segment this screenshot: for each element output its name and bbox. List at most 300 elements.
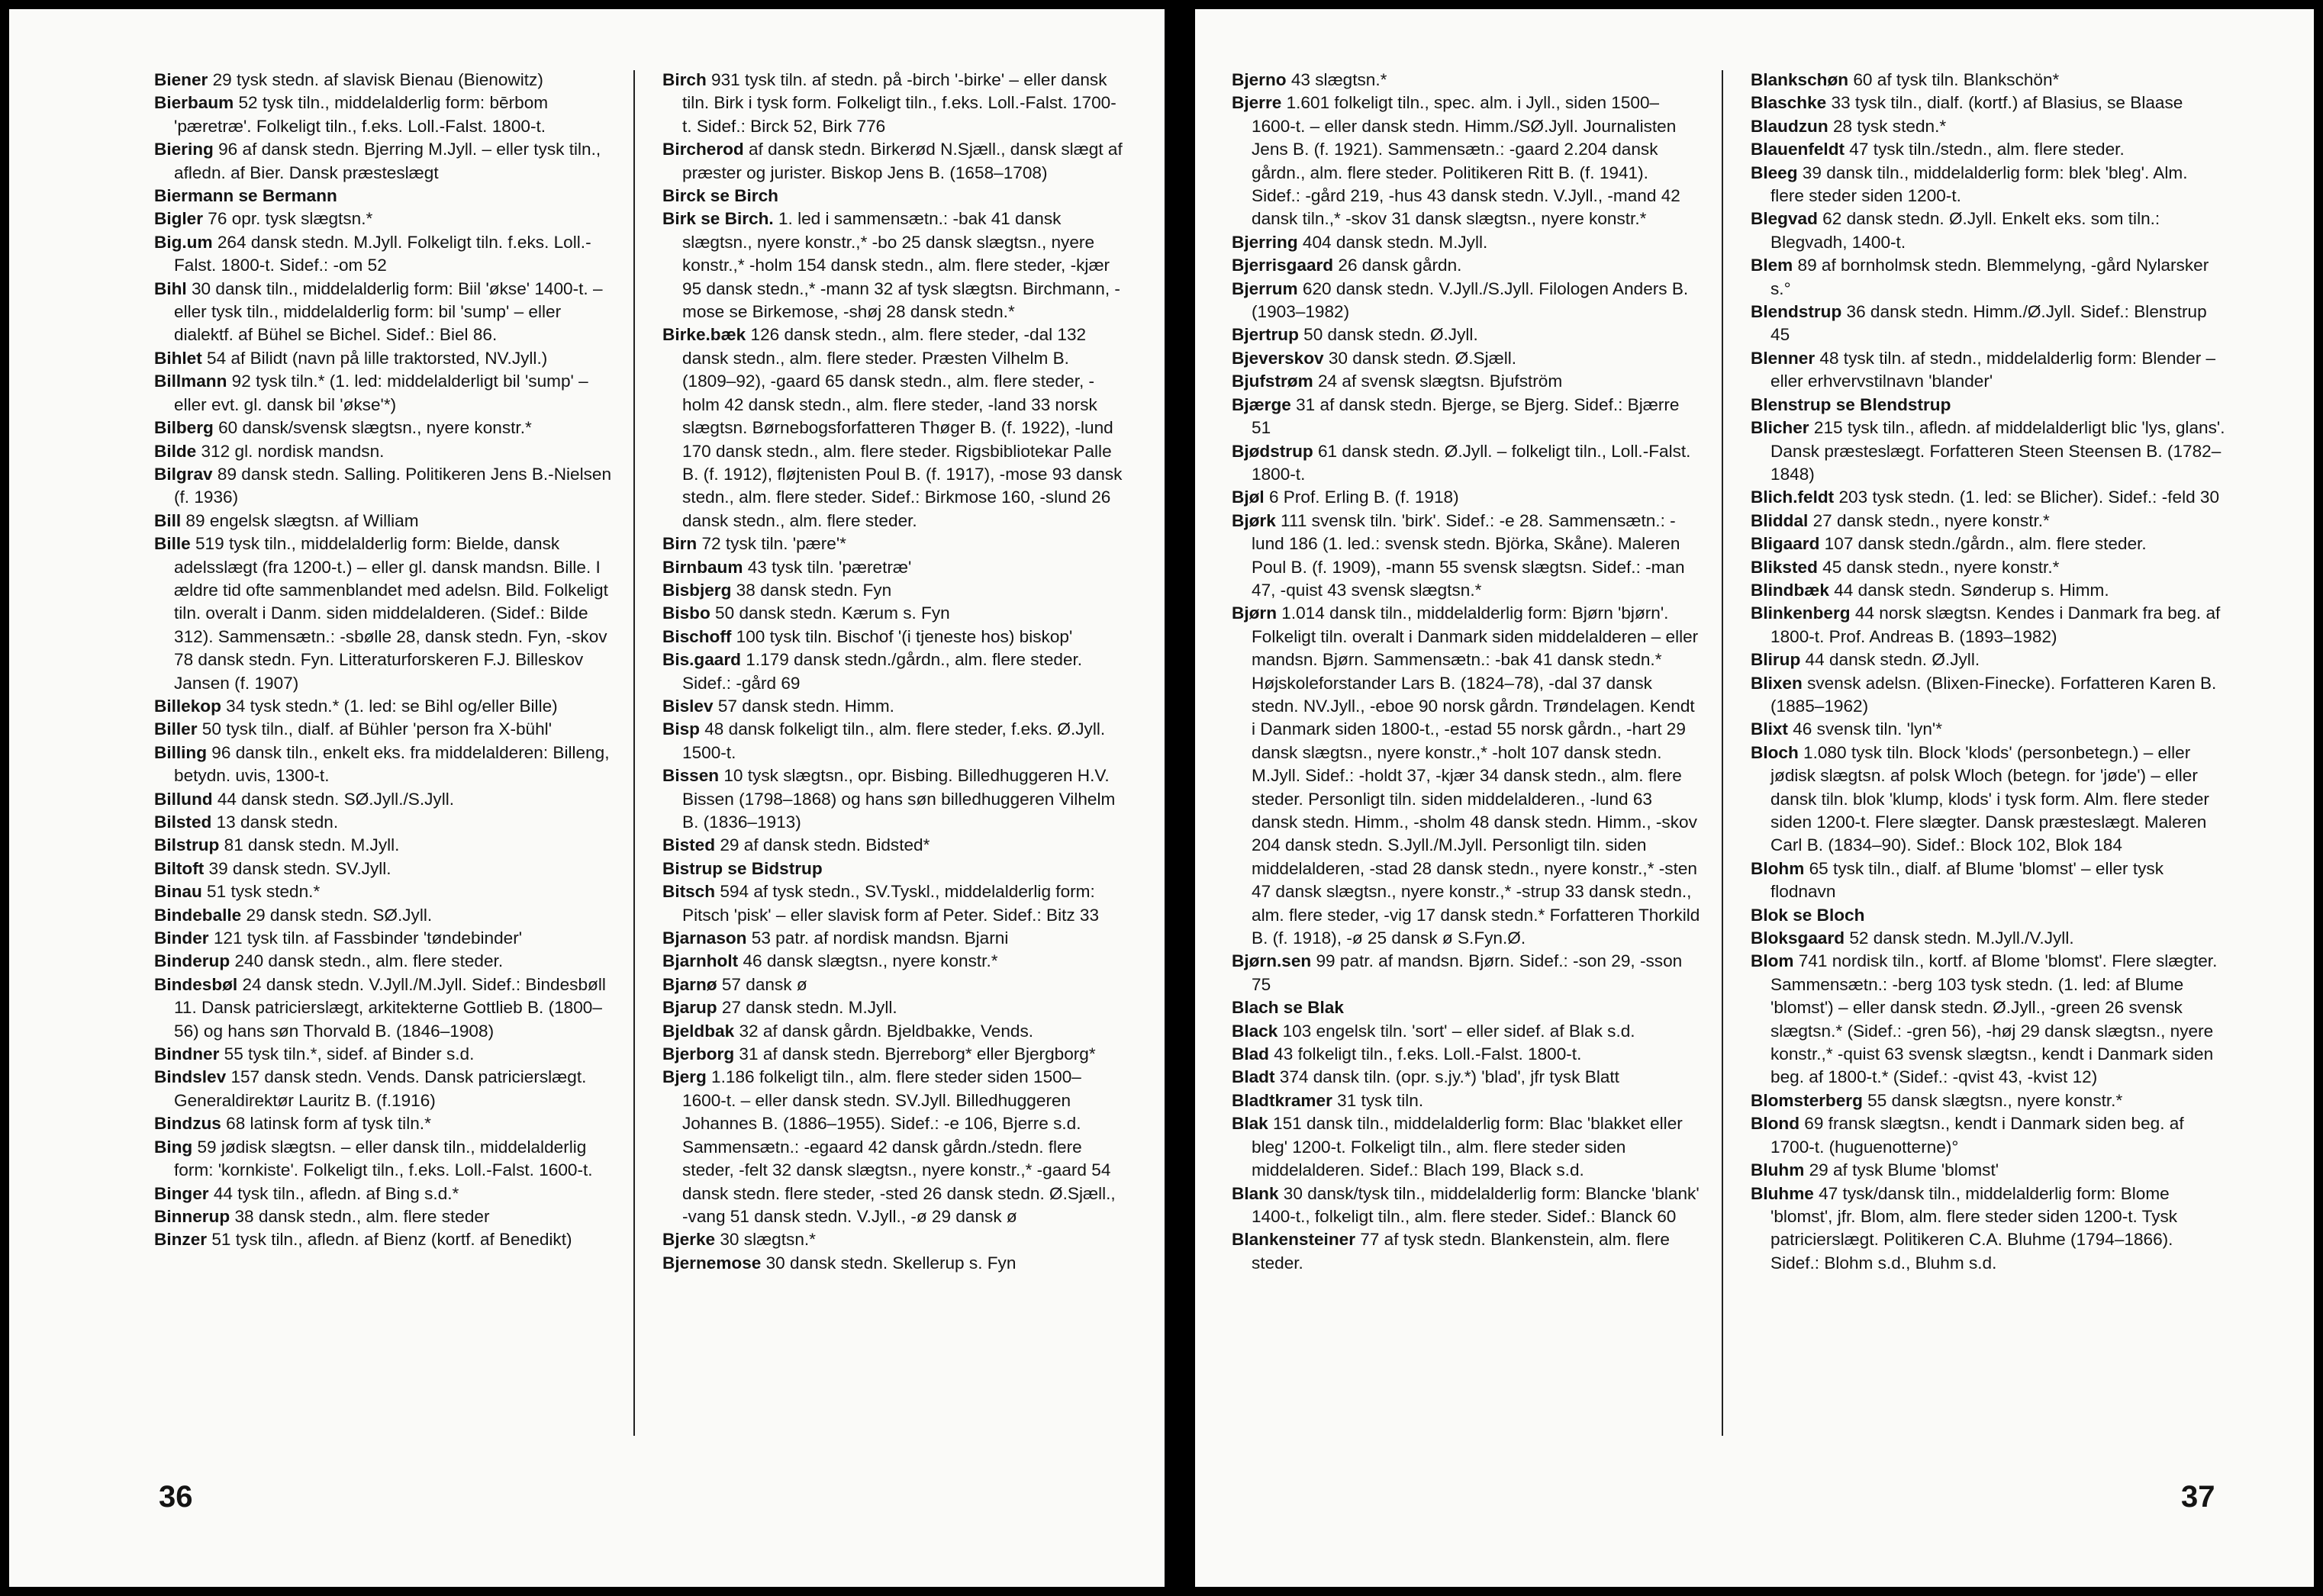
dictionary-entry — [1751, 950, 2225, 1089]
dictionary-entry — [154, 718, 617, 741]
dictionary-entry — [1751, 742, 2225, 858]
entry-headword: Blak — [1232, 1114, 1268, 1134]
dictionary-entry — [1232, 394, 1700, 440]
entry-headword: Blendstrup — [1751, 302, 1842, 322]
dictionary-entry — [1751, 1159, 2225, 1182]
entry-text: 55 tysk tiln.*, sidef. af Binder s.d. — [219, 1044, 475, 1064]
dictionary-entry — [1232, 370, 1700, 393]
right-column-2 — [1751, 69, 2225, 1275]
entry-text: 44 tysk tiln., afledn. af Bing s.d.* — [208, 1183, 459, 1203]
entry-text: 6 Prof. Erling B. (f. 1918) — [1264, 487, 1459, 507]
entry-text: 31 af dansk stedn. Bjerreborg* eller Bjergborg* — [734, 1044, 1096, 1064]
entry-headword: Binderup — [154, 951, 230, 971]
dictionary-entry — [154, 973, 617, 1043]
entry-headword: Bill — [154, 510, 182, 530]
entry-text: 57 dansk ø — [717, 974, 807, 994]
entry-headword: Billekop — [154, 696, 221, 716]
dictionary-entry — [662, 602, 1123, 625]
dictionary-entry — [154, 1066, 617, 1112]
dictionary-entry — [154, 1136, 617, 1183]
entry-text: 374 dansk tiln. (opr. s.jy.*) 'blad', jfr tysk Blatt — [1274, 1067, 1619, 1087]
entry-text: 30 slægtsn.* — [715, 1230, 816, 1250]
dictionary-entry — [662, 533, 1123, 555]
entry-headword: Bisbo — [662, 603, 710, 623]
entry-headword: Bing — [154, 1137, 193, 1157]
entry-text: 240 dansk stedn., alm. flere steder. — [230, 951, 504, 971]
entry-text: 89 engelsk slægtsn. af William — [181, 510, 419, 530]
entry-headword: Blich.feldt — [1751, 487, 1835, 507]
entry-text: 61 dansk stedn. Ø.Jyll. – folkeligt tiln., Loll.-Falst. 1800-t. — [1252, 441, 1691, 484]
dictionary-entry — [1751, 417, 2225, 486]
entry-text: 47 tysk tiln./stedn., alm. flere steder. — [1845, 140, 2125, 159]
dictionary-entry — [1751, 394, 2225, 417]
dictionary-entry — [662, 1066, 1123, 1228]
dictionary-entry — [662, 973, 1123, 996]
entry-headword: Bjarnason — [662, 928, 747, 948]
entry-headword: Bladt — [1232, 1067, 1275, 1087]
entry-text: 48 tysk tiln. af stedn., middelalderlig form: Blender – eller erhvervstilnavn 'blander' — [1770, 348, 2216, 391]
entry-headword: Blok se Bloch — [1751, 905, 1865, 925]
entry-text: 60 af tysk tiln. Blankschön* — [1848, 70, 2060, 89]
entry-headword: Biller — [154, 719, 198, 739]
dictionary-entry — [662, 718, 1123, 764]
entry-headword: Bjerno — [1232, 70, 1287, 89]
dictionary-entry — [662, 69, 1123, 138]
entry-text: 53 patr. af nordisk mandsn. Bjarni — [746, 928, 1009, 948]
entry-headword: Bligaard — [1751, 534, 1820, 554]
dictionary-entry — [1232, 1066, 1700, 1089]
dictionary-entry — [662, 323, 1123, 533]
entry-headword: Binder — [154, 928, 209, 948]
dictionary-entry — [154, 834, 617, 857]
entry-headword: Birnbaum — [662, 557, 743, 577]
dictionary-entry — [1751, 138, 2225, 161]
entry-text: 33 tysk tiln., dialf. (kortf.) af Blasius, se Blaase — [1826, 93, 2183, 113]
entry-text: 44 norsk slægtsn. Kendes i Danmark fra beg. af 1800-t. Prof. Andreas B. (1893–1982) — [1770, 603, 2221, 646]
entry-text: af dansk stedn. Birkerød N.Sjæll., dansk slægt af præster og jurister. Biskop Jens B. (1658–1708) — [682, 140, 1123, 182]
dictionary-entry — [1232, 510, 1700, 603]
entry-text: 29 af tysk Blume 'blomst' — [1804, 1160, 1999, 1180]
entry-text: 50 dansk stedn. Ø.Jyll. — [1298, 325, 1478, 345]
entry-text: 46 svensk tiln. 'lyn'* — [1787, 719, 1942, 739]
right-page — [1195, 9, 2314, 1587]
dictionary-entry — [662, 648, 1123, 695]
dictionary-entry — [1751, 1112, 2225, 1159]
entry-headword: Bjøl — [1232, 487, 1265, 507]
entry-text: 30 dansk stedn. Skellerup s. Fyn — [761, 1253, 1017, 1273]
dictionary-entry — [1751, 556, 2225, 579]
page-number: 37 — [2181, 1480, 2215, 1514]
entry-text: 51 tysk tiln., afledn. af Bienz (kortf. af Benedikt) — [207, 1230, 572, 1250]
entry-text: 36 dansk stedn. Himm./Ø.Jyll. Sidef.: Blenstrup 45 — [1770, 302, 2207, 345]
dictionary-entry — [1751, 208, 2225, 254]
entry-headword: Blirup — [1751, 650, 1801, 670]
entry-text: svensk adelsn. (Blixen-Finecke). Forfatteren Karen B. (1885–1962) — [1770, 673, 2217, 716]
dictionary-entry — [1751, 718, 2225, 741]
entry-headword: Blegvad — [1751, 209, 1818, 229]
dictionary-entry — [1232, 1228, 1700, 1275]
dictionary-entry — [1751, 301, 2225, 347]
entry-headword: Biermann se Bermann — [154, 186, 337, 206]
dictionary-entry — [1751, 510, 2225, 533]
entry-text: 65 tysk tiln., dialf. af Blume 'blomst' – eller tysk flodnavn — [1770, 858, 2164, 902]
page-number: 36 — [159, 1480, 193, 1514]
entry-text: 43 slægtsn.* — [1286, 70, 1387, 89]
entry-text: 57 dansk stedn. Himm. — [713, 696, 894, 716]
dictionary-entry — [154, 440, 617, 463]
dictionary-entry — [154, 1228, 617, 1251]
dictionary-entry — [1751, 927, 2225, 950]
entry-text: 50 dansk stedn. Kærum s. Fyn — [710, 603, 950, 623]
dictionary-entry — [1751, 1183, 2225, 1276]
dictionary-entry — [1232, 92, 1700, 230]
dictionary-entry — [1751, 254, 2225, 301]
entry-headword: Bindslev — [154, 1067, 227, 1087]
entry-text: 89 dansk stedn. Salling. Politikeren Jens B.-Nielsen (f. 1936) — [174, 464, 612, 507]
entry-headword: Blomsterberg — [1751, 1090, 1863, 1110]
dictionary-entry — [154, 208, 617, 230]
column-rule — [633, 70, 635, 1436]
entry-text: 31 af dansk stedn. Bjerge, se Bjerg. Sidef.: Bjærre 51 — [1252, 394, 1680, 438]
entry-headword: Bjarnholt — [662, 951, 739, 971]
entry-text: 1. led i sammensætn.: -bak 41 dansk slægtsn., nyere konstr.,* -bo 25 dansk slægtsn., nyere konstr.,* -holm 154 dansk stedn., alm. flere steder, -kjær 95 dansk stedn.,* -mann 32 af tysk slægtsn. Birchmann, -mose se Birkemose, -shøj 28 dansk stedn.* — [682, 209, 1120, 322]
entry-text: 30 dansk tiln., middelalderlig form: Biil 'økse' 1400-t. – eller tysk tiln., middelalderlig form: bil 'sump' – eller dialektf. af Bühel se Bichel. Sidef.: Biel 86. — [174, 278, 603, 345]
entry-headword: Bille — [154, 534, 191, 554]
entry-text: 45 dansk stedn., nyere konstr.* — [1817, 557, 2060, 577]
entry-text: 62 dansk stedn. Ø.Jyll. Enkelt eks. som tiln.: Blegvadh, 1400-t. — [1770, 209, 2160, 252]
dictionary-entry — [1232, 1043, 1700, 1066]
entry-text: 215 tysk tiln., afledn. af middelalderligt blic 'lys, glans'. Dansk præsteslægt. Forfatteren Steen Steensen B. (1782–1848) — [1770, 418, 2225, 484]
dictionary-entry — [154, 1112, 617, 1135]
entry-headword: Blond — [1751, 1114, 1799, 1134]
dictionary-entry — [662, 1020, 1123, 1043]
entry-headword: Blom — [1751, 951, 1794, 971]
entry-headword: Bircherod — [662, 140, 744, 159]
dictionary-entry — [154, 69, 617, 92]
entry-headword: Bjertrup — [1232, 325, 1299, 345]
entry-text: 44 dansk stedn. Ø.Jyll. — [1800, 650, 1980, 670]
entry-headword: Bilde — [154, 441, 197, 461]
entry-headword: Bisbjerg — [662, 580, 732, 600]
entry-text: 620 dansk stedn. V.Jyll./S.Jyll. Filologen Anders B. (1903–1982) — [1252, 278, 1689, 322]
dictionary-entry — [1751, 858, 2225, 904]
dictionary-entry — [1232, 278, 1700, 324]
dictionary-entry — [662, 626, 1123, 648]
dictionary-entry — [154, 533, 617, 695]
dictionary-entry — [662, 834, 1123, 857]
entry-headword: Blaudzun — [1751, 116, 1828, 136]
dictionary-entry — [1232, 602, 1700, 950]
dictionary-entry — [1751, 69, 2225, 92]
entry-headword: Blach se Blak — [1232, 998, 1344, 1018]
entry-text: 81 dansk stedn. M.Jyll. — [219, 835, 400, 855]
entry-text: 13 dansk stedn. — [211, 812, 339, 832]
entry-headword: Bluhm — [1751, 1160, 1805, 1180]
entry-text: 519 tysk tiln., middelalderlig form: Bielde, dansk adelsslægt (fra 1200-t.) – eller gl. dansk mandsn. Bille. I ældre tid ofte sammenblandet med adelsn. Bild. Folkeligt tiln. overalt i Danm. siden middelalderen. (Sidef.: Bilde 312). Sammensætn.: -sbølle 28, dansk stedn. Fyn, -skov 78 dansk stedn. Fyn. Litteraturforskeren F.J. Billeskov Jansen (f. 1907) — [174, 534, 608, 693]
dictionary-entry — [154, 811, 617, 834]
entry-headword: Bloch — [1751, 742, 1799, 762]
dictionary-entry — [1751, 1089, 2225, 1112]
dictionary-entry — [154, 231, 617, 278]
dictionary-entry — [662, 858, 1123, 880]
dictionary-entry — [154, 904, 617, 927]
left-column-1 — [154, 69, 617, 1252]
dictionary-entry — [154, 1043, 617, 1066]
entry-text: 931 tysk tiln. af stedn. på -birch '-birke' – eller dansk tiln. Birk i tysk form. Folkeligt tiln., f.eks. Loll.-Falst. 1700-t. Sidef.: Birck 52, Birk 776 — [682, 70, 1116, 136]
dictionary-entry — [1751, 602, 2225, 648]
entry-text: 31 tysk tiln. — [1332, 1090, 1424, 1110]
entry-text: 34 tysk stedn.* (1. led: se Bihl og/eller Bille) — [221, 696, 558, 716]
entry-headword: Big.um — [154, 232, 213, 252]
entry-headword: Bjødstrup — [1232, 441, 1313, 461]
entry-text: 69 fransk slægtsn., kendt i Danmark siden beg. af 1700-t. (huguenotterne)° — [1770, 1114, 2184, 1157]
entry-headword: Bluhme — [1751, 1183, 1814, 1203]
dictionary-entry — [1232, 1183, 1700, 1229]
entry-text: 96 dansk tiln., enkelt eks. fra middelalderen: Billeng, betydn. uvis, 1300-t. — [174, 742, 610, 786]
entry-headword: Bliddal — [1751, 510, 1809, 530]
dictionary-entry — [154, 695, 617, 718]
entry-headword: Bjeverskov — [1232, 348, 1324, 368]
dictionary-entry — [662, 185, 1123, 208]
dictionary-entry — [1232, 440, 1700, 487]
entry-text: 121 tysk tiln. af Fassbinder 'tøndebinder' — [208, 928, 523, 948]
entry-text: 27 dansk stedn., nyere konstr.* — [1808, 510, 2050, 530]
dictionary-entry — [662, 695, 1123, 718]
entry-text: 100 tysk tiln. Bischof '(i tjeneste hos) biskop' — [731, 626, 1073, 646]
dictionary-entry — [662, 556, 1123, 579]
entry-text: 46 dansk slægtsn., nyere konstr.* — [738, 951, 998, 971]
entry-headword: Blauenfeldt — [1751, 140, 1845, 159]
entry-headword: Blixen — [1751, 673, 1803, 693]
entry-headword: Biltoft — [154, 858, 205, 878]
entry-text: 151 dansk tiln., middelalderlig form: Blac 'blakket eller bleg' 1200-t. Folkeligt tiln., alm. flere steder siden middelalderen. Sidef.: Blach 199, Black s.d. — [1252, 1114, 1683, 1180]
entry-headword: Biener — [154, 70, 208, 89]
dictionary-entry — [154, 927, 617, 950]
dictionary-entry — [154, 788, 617, 811]
entry-headword: Bierbaum — [154, 93, 234, 113]
entry-text: 51 tysk stedn.* — [201, 882, 321, 902]
dictionary-entry — [662, 950, 1123, 973]
entry-text: 38 dansk stedn., alm. flere steder — [230, 1206, 490, 1226]
dictionary-entry — [1232, 347, 1700, 370]
entry-headword: Bjerborg — [662, 1044, 735, 1064]
entry-text: 96 af dansk stedn. Bjerring M.Jyll. – eller tysk tiln., afledn. af Bier. Dansk præsteslægt — [174, 140, 601, 182]
entry-headword: Bjørn.sen — [1232, 951, 1312, 971]
entry-headword: Birk se Birch. — [662, 209, 774, 229]
entry-text: 1.186 folkeligt tiln., alm. flere steder siden 1500–1600-t. – eller dansk stedn. SV.Jyll. Billedhuggeren Johannes B. (1886–1955). Sidef.: -e 106, Bjerre s.d. Sammensætn.: -egaard 42 dansk gårdn./stedn. flere steder, -felt 32 dansk slægtsn., nyere konstr.,* -gaard 54 dansk stedn. flere steder, -sted 26 dansk stedn. Ø.Sjæll., -vang 51 dansk stedn. V.Jyll., -ø 29 dansk ø — [682, 1067, 1116, 1226]
entry-headword: Bjerke — [662, 1230, 716, 1250]
entry-text: 29 af dansk stedn. Bidsted* — [715, 835, 930, 855]
entry-text: 48 dansk folkeligt tiln., alm. flere steder, f.eks. Ø.Jyll. 1500-t. — [682, 719, 1106, 762]
entry-headword: Blankensteiner — [1232, 1230, 1355, 1250]
dictionary-entry — [662, 880, 1123, 927]
dictionary-entry — [1751, 648, 2225, 671]
entry-text: 55 dansk slægtsn., nyere konstr.* — [1862, 1090, 2123, 1110]
dictionary-entry — [1751, 92, 2225, 114]
entry-text: 1.014 dansk tiln., middelalderlig form: Bjørn 'bjørn'. Folkeligt tiln. overalt i Danmark siden middelalderen – eller mandsn. Bjørn. Sammensætn.: -bak 41 dansk stedn.* Højskoleforstander Lars B. (1824–78), -dal 37 dansk stedn. NV.Jyll., -eboe 90 norsk gårdn. Trøndelagen. Kendt i Danmark siden 1800-t., -estad 55 norsk gårdn., -hart 29 dansk slægtsn., nyere konstr.,* -holt 107 dansk stedn. M.Jyll. Sidef.: -holdt 37, -kjær 34 dansk stedn., alm. flere steder. Personligt tiln. siden middelalderen., -lund 63 dansk stedn. Himm., -sholm 48 dansk stedn. Himm., -skov 204 dansk stedn. S.Jyll./M.Jyll. Personligt tiln. siden middelalderen, -stad 28 dansk stedn., nyere konstr.,* -sten 47 dansk slægtsn., nyere konstr.,* -strup 33 dansk stedn., alm. flere steder, -vig 17 dansk stedn.* Forfatteren Thorkild B. (f. 1918), -ø 25 dansk ø S.Fyn.Ø. — [1252, 603, 1700, 948]
entry-headword: Bjerring — [1232, 232, 1298, 252]
entry-headword: Birck se Birch — [662, 186, 778, 206]
entry-headword: Binger — [154, 1183, 209, 1203]
dictionary-entry — [1751, 904, 2225, 927]
dictionary-entry — [1751, 162, 2225, 208]
dictionary-entry — [154, 347, 617, 370]
dictionary-entry — [154, 370, 617, 417]
entry-headword: Binzer — [154, 1230, 208, 1250]
entry-text: 29 tysk stedn. af slavisk Bienau (Bienowitz) — [208, 70, 543, 89]
entry-text: 39 dansk tiln., middelalderlig form: blek 'bleg'. Alm. flere steder siden 1200-t. — [1770, 162, 2188, 206]
entry-headword: Bislev — [662, 696, 714, 716]
entry-headword: Bindner — [154, 1044, 220, 1064]
entry-headword: Bloksgaard — [1751, 928, 1845, 948]
dictionary-entry — [154, 742, 617, 788]
entry-text: 29 dansk stedn. SØ.Jyll. — [241, 905, 433, 925]
entry-headword: Blenner — [1751, 348, 1816, 368]
entry-headword: Bisted — [662, 835, 716, 855]
entry-headword: Bliksted — [1751, 557, 1818, 577]
entry-text: 44 dansk stedn. SØ.Jyll./S.Jyll. — [212, 789, 455, 809]
entry-text: 44 dansk stedn. Sønderup s. Himm. — [1828, 580, 2109, 600]
dictionary-entry — [154, 510, 617, 533]
dictionary-entry — [154, 1205, 617, 1228]
dictionary-entry — [1232, 1089, 1700, 1112]
dictionary-entry — [1751, 347, 2225, 394]
entry-text: 10 tysk slægtsn., opr. Bisbing. Billedhuggeren H.V. Bissen (1798–1868) og hans søn billedhuggeren Vilhelm B. (1836–1913) — [682, 766, 1116, 832]
entry-headword: Bjørn — [1232, 603, 1277, 623]
dictionary-entry — [662, 764, 1123, 834]
entry-text: 404 dansk stedn. M.Jyll. — [1297, 232, 1488, 252]
entry-headword: Birch — [662, 70, 707, 89]
entry-text: 47 tysk/dansk tiln., middelalderlig form: Blome 'blomst', jfr. Blom, alm. flere steder siden 1200-t. Tysk patricierslægt. Politikeren C.A. Bluhme (1794–1866). Sidef.: Blohm s.d., Bluhm s.d. — [1770, 1183, 2178, 1273]
entry-headword: Bisp — [662, 719, 700, 739]
entry-headword: Billing — [154, 742, 208, 762]
dictionary-entry — [154, 463, 617, 510]
dictionary-entry — [154, 417, 617, 439]
entry-headword: Bindeballe — [154, 905, 242, 925]
entry-headword: Blank — [1232, 1183, 1279, 1203]
entry-text: 107 dansk stedn./gårdn., alm. flere steder. — [1819, 534, 2147, 554]
entry-text: 1.080 tysk tiln. Block 'klods' (personbetegn.) – eller jødisk slægtsn. af polsk Wloch (betegn. for 'jøde') – eller dansk tiln. blok 'klump, klods' i tysk form. Alm. flere steder siden 1200-t. Flere slægter. Dansk præsteslægt. Maleren Carl B. (1834–90). Sidef.: Block 102, Blok 184 — [1770, 742, 2209, 855]
dictionary-entry — [154, 278, 617, 347]
dictionary-entry — [1751, 486, 2225, 509]
entry-headword: Blaschke — [1751, 93, 1827, 113]
left-page — [9, 9, 1165, 1587]
entry-text: 54 af Bilidt (navn på lille traktorsted, NV.Jyll.) — [201, 348, 548, 368]
entry-headword: Bitsch — [662, 882, 716, 902]
entry-text: 43 folkeligt tiln., f.eks. Loll.-Falst. 1800-t. — [1268, 1044, 1582, 1064]
entry-text: 26 dansk gårdn. — [1333, 256, 1462, 275]
dictionary-entry — [1751, 115, 2225, 138]
entry-headword: Blixt — [1751, 719, 1788, 739]
dictionary-entry — [1751, 672, 2225, 719]
entry-text: 30 dansk/tysk tiln., middelalderlig form: Blancke 'blank' 1400-t., folkeligt tiln., alm. flere steder. Sidef.: Blanck 60 — [1252, 1183, 1700, 1226]
dictionary-entry — [1232, 69, 1700, 92]
dictionary-entry — [154, 880, 617, 903]
entry-headword: Bindzus — [154, 1114, 221, 1134]
dictionary-entry — [662, 1043, 1123, 1066]
entry-text: 43 tysk tiln. 'pæretræ' — [743, 557, 912, 577]
entry-text: 50 tysk tiln., dialf. af Bühler 'person fra X-bühl' — [197, 719, 553, 739]
entry-headword: Birke.bæk — [662, 325, 746, 345]
entry-text: 39 dansk stedn. SV.Jyll. — [204, 858, 391, 878]
dictionary-entry — [154, 138, 617, 185]
dictionary-entry — [154, 858, 617, 880]
entry-headword: Bissen — [662, 766, 720, 786]
dictionary-entry — [1232, 323, 1700, 346]
entry-headword: Black — [1232, 1021, 1278, 1041]
dictionary-entry — [154, 185, 617, 208]
entry-text: 594 af tysk stedn., SV.Tyskl., middelalderlig form: Pitsch 'pisk' – eller slavisk form af Peter. Sidef.: Bitz 33 — [682, 882, 1100, 925]
entry-text: 59 jødisk slægtsn. – eller dansk tiln., middelalderlig form: 'kornkiste'. Folkeligt tiln., f.eks. Loll.-Falst. 1600-t. — [174, 1137, 593, 1180]
entry-headword: Blindbæk — [1751, 580, 1829, 600]
entry-headword: Bjeldbak — [662, 1021, 735, 1041]
entry-headword: Blenstrup se Blendstrup — [1751, 394, 1951, 414]
entry-text: 24 af svensk slægtsn. Bjufström — [1313, 372, 1563, 391]
entry-headword: Bilgrav — [154, 464, 213, 484]
dictionary-entry — [1232, 1020, 1700, 1043]
entry-text: 52 tysk tiln., middelalderlig form: bērbom 'pæretræ'. Folkeligt tiln., f.eks. Loll.-Falst. 1800-t. — [174, 93, 549, 136]
entry-text: 157 dansk stedn. Vends. Dansk patricierslægt. Generaldirektør Lauritz B. (f.1916) — [174, 1067, 587, 1110]
entry-text: 99 patr. af mandsn. Bjørn. Sidef.: -son 29, -sson 75 — [1252, 951, 1683, 994]
entry-text: 111 svensk tiln. 'birk'. Sidef.: -e 28. Sammensætn.: -lund 186 (1. led.: svensk stedn. Björka, Skåne). Maleren Poul B. (f. 1909), -mann 55 svensk slægtsn. Sidef.: -man 47, -quist 43 svensk slægtsn.* — [1252, 510, 1685, 600]
entry-text: 28 tysk stedn.* — [1828, 116, 1947, 136]
entry-text: 1.179 dansk stedn./gårdn., alm. flere steder. Sidef.: -gård 69 — [682, 650, 1083, 693]
entry-headword: Bjørk — [1232, 510, 1276, 530]
dictionary-entry — [1232, 486, 1700, 509]
entry-headword: Blinkenberg — [1751, 603, 1851, 623]
entry-headword: Bjufstrøm — [1232, 372, 1313, 391]
entry-headword: Bleeg — [1751, 162, 1798, 182]
left-column-2 — [662, 69, 1123, 1275]
dictionary-entry — [1232, 996, 1700, 1019]
entry-headword: Bis.gaard — [662, 650, 741, 670]
entry-headword: Bindesbøl — [154, 974, 238, 994]
dictionary-entry — [1751, 533, 2225, 555]
dictionary-entry — [154, 92, 617, 138]
entry-headword: Bjarnø — [662, 974, 717, 994]
entry-text: 60 dansk/svensk slægtsn., nyere konstr.* — [213, 418, 532, 438]
entry-headword: Bigler — [154, 209, 204, 229]
entry-text: 68 latinsk form af tysk tiln.* — [221, 1114, 431, 1134]
entry-text: 77 af tysk stedn. Blankenstein, alm. flere steder. — [1252, 1230, 1670, 1273]
entry-headword: Birn — [662, 534, 698, 554]
entry-text: 52 dansk stedn. M.Jyll./V.Jyll. — [1845, 928, 2074, 948]
entry-headword: Bjerre — [1232, 93, 1282, 113]
entry-headword: Bladtkramer — [1232, 1090, 1332, 1110]
dictionary-entry — [1232, 254, 1700, 277]
column-rule — [1722, 70, 1723, 1436]
entry-text: 741 nordisk tiln., kortf. af Blome 'blomst'. Flere slægter. Sammensætn.: -berg 103 tysk stedn. (1. led: af Blume 'blomst') – eller dansk stedn. Ø.Jyll., -green 26 svensk slægtsn.* (Sidef.: -gren 56), -høj 29 dansk slægtsn., nyere konstr.,* -quist 63 svensk slægtsn., kendt i Danmark siden beg. af 1800-t.* (Sidef.: -qvist 43, -kvist 12) — [1770, 951, 2218, 1087]
entry-text: 312 gl. nordisk mandsn. — [196, 441, 385, 461]
entry-headword: Billmann — [154, 372, 227, 391]
dictionary-entry — [662, 927, 1123, 950]
dictionary-entry — [662, 138, 1123, 185]
entry-text: 32 af dansk gårdn. Bjeldbakke, Vends. — [734, 1021, 1034, 1041]
entry-headword: Billund — [154, 789, 213, 809]
dictionary-entry — [1232, 231, 1700, 254]
entry-headword: Blankschøn — [1751, 70, 1849, 89]
entry-headword: Bilsted — [154, 812, 212, 832]
dictionary-entry — [662, 1228, 1123, 1251]
entry-text: 24 dansk stedn. V.Jyll./M.Jyll. Sidef.: Bindesbøll 11. Dansk patricierslægt, arkitekterne Gottlieb B. (1800–56) og hans søn Thorvald B. (1846–1908) — [174, 974, 606, 1041]
entry-headword: Bilstrup — [154, 835, 220, 855]
entry-text: 38 dansk stedn. Fyn — [731, 580, 892, 600]
entry-text: 89 af bornholmsk stedn. Blemmelyng, -gård Nylarsker s.° — [1770, 256, 2209, 298]
entry-text: 27 dansk stedn. M.Jyll. — [717, 998, 897, 1018]
dictionary-entry — [154, 1183, 617, 1205]
dictionary-entry — [1751, 579, 2225, 602]
entry-headword: Biering — [154, 140, 214, 159]
